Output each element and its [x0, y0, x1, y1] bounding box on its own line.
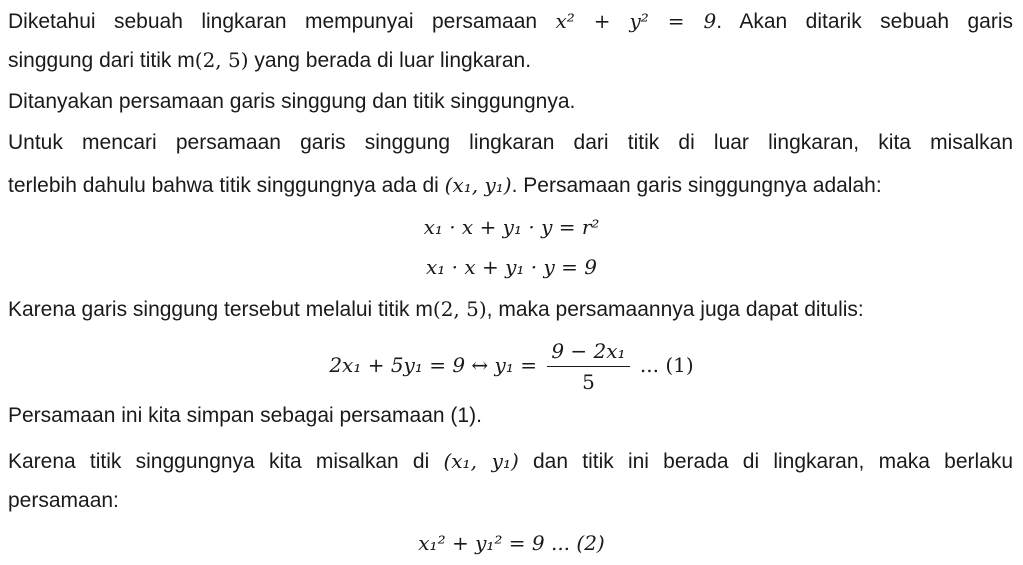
equation-text: x₁ · x + y₁ · y = r² [423, 215, 600, 239]
tangent-point: (x₁, y₁) [443, 449, 519, 473]
text: Karena garis singgung tersebut melalui titik m [8, 298, 433, 321]
text: terlebih dahulu bahwa titik singgungnya ada di [8, 174, 439, 197]
tangent-point: (x₁, y₁) [444, 173, 512, 197]
point-m: (2, 5) [432, 297, 487, 321]
text: persamaan: [8, 489, 119, 512]
text: Persamaan ini kita simpan sebagai persamaan (1). [8, 404, 482, 427]
equation-tag: ... (1) [639, 353, 694, 377]
text: dan titik ini berada di lingkaran, maka berlaku [533, 450, 1014, 473]
equation-2 [0, 252, 1023, 282]
text: Karena titik singgungnya kita misalkan di [8, 450, 430, 473]
paragraph-6-line-1 [8, 440, 1013, 483]
paragraph-4 [8, 288, 1013, 331]
paragraph-3-line-2 [8, 164, 1013, 207]
equation-4 [0, 528, 1023, 558]
equation-1 [0, 212, 1023, 242]
fraction-denominator: 5 [582, 370, 595, 394]
paragraph-6-line-2 [8, 480, 1013, 522]
equation-text: x₁² + y₁² = 9 ... (2) [418, 531, 605, 555]
text: , maka persamaannya juga dapat ditulis: [486, 298, 864, 321]
paragraph-1-line-2 [8, 39, 1013, 82]
text: singgung dari titik m [8, 49, 195, 72]
paragraph-5 [8, 395, 1013, 437]
equation-text: x₁ · x + y₁ · y = 9 [425, 255, 597, 279]
text: yang berada di luar lingkaran. [254, 49, 532, 72]
text: Untuk mencari persamaan garis singgung lingkaran dari titik di luar lingkaran, kita misalkan [8, 131, 1013, 154]
point-m: (2, 5) [194, 48, 249, 72]
fraction-numerator: 9 − 2x₁ [547, 338, 629, 367]
paragraph-2 [8, 81, 1013, 123]
paragraph-3-line-1 [8, 122, 1013, 164]
text: Ditanyakan persamaan garis singgung dan titik singgungnya. [8, 90, 576, 113]
text: . Akan ditarik sebuah garis [716, 10, 1013, 33]
equation-3 [0, 338, 1023, 395]
equation-left: 2x₁ + 5y₁ = 9 ↔ y₁ = [329, 353, 537, 377]
paragraph-1-line-1 [8, 0, 1013, 43]
fraction [547, 338, 629, 395]
text: . Persamaan garis singgungnya adalah: [511, 174, 882, 197]
circle-equation: x² + y² = 9 [555, 9, 717, 33]
text: Diketahui sebuah lingkaran mempunyai persamaan [8, 10, 538, 33]
